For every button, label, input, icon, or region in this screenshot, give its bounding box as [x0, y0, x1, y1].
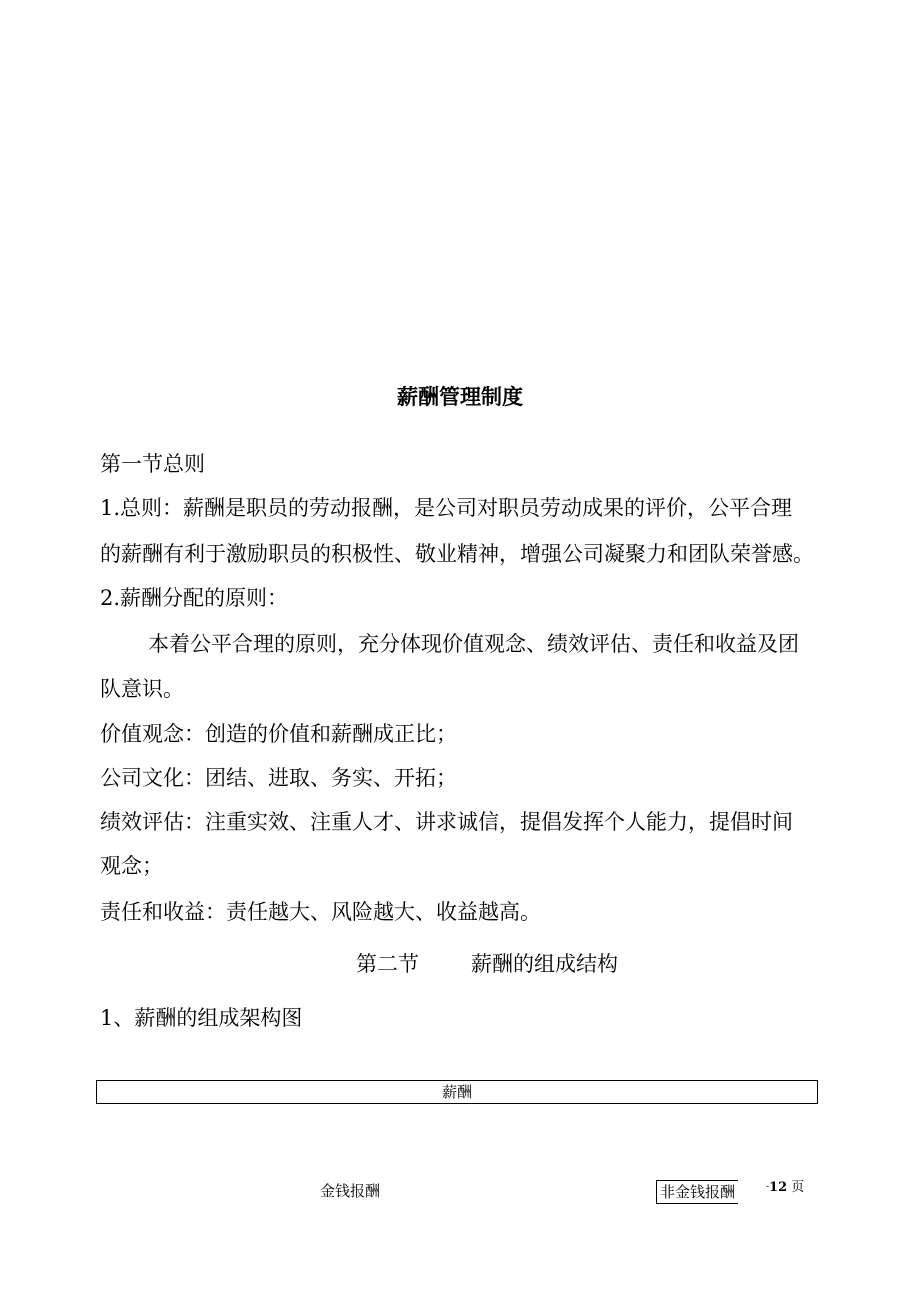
document-title: 薪酬管理制度 [397, 385, 523, 409]
performance-line-2: 观念； [100, 854, 163, 878]
diagram-nonmoney-box: 非金钱报酬 [656, 1180, 738, 1204]
structure-item-1: 1、薪酬的组成架构图 [100, 1006, 303, 1030]
general-rule-line-1: 1.总则：薪酬是职员的劳动报酬，是公司对职员劳动成果的评价，公平合理 [100, 496, 793, 520]
diagram-root-box: 薪酬 [96, 1080, 818, 1104]
principle-heading: 2.薪酬分配的原则： [100, 586, 289, 610]
company-culture-line: 公司文化：团结、进取、务实、开拓； [100, 766, 457, 790]
performance-line-1: 绩效评估：注重实效、注重人才、讲求诚信，提倡发挥个人能力，提倡时间 [100, 810, 793, 834]
responsibility-line: 责任和收益：责任越大、风险越大、收益越高。 [100, 900, 541, 924]
diagram-money-label: 金钱报酬 [320, 1182, 381, 1200]
principle-line-2: 队意识。 [100, 677, 184, 701]
section2-heading [356, 950, 618, 978]
section2-title: 薪酬的组成结构 [471, 952, 618, 976]
section1-heading: 第一节总则 [100, 452, 205, 476]
general-rule-line-2: 的薪酬有利于激励职员的积极性、敬业精神，增强公司凝聚力和团队荣誉感。 [100, 542, 814, 566]
page-number [766, 1178, 804, 1197]
page-number-prefix: - [766, 1182, 770, 1192]
value-concept-line: 价值观念：创造的价值和薪酬成正比； [100, 722, 457, 746]
page-number-value: 12 [769, 1180, 788, 1195]
principle-line-1: 本着公平合理的原则，充分体现价值观念、绩效评估、责任和收益及团 [148, 632, 799, 656]
page-number-suffix: 页 [791, 1180, 805, 1195]
section2-number: 第二节 [356, 952, 419, 976]
